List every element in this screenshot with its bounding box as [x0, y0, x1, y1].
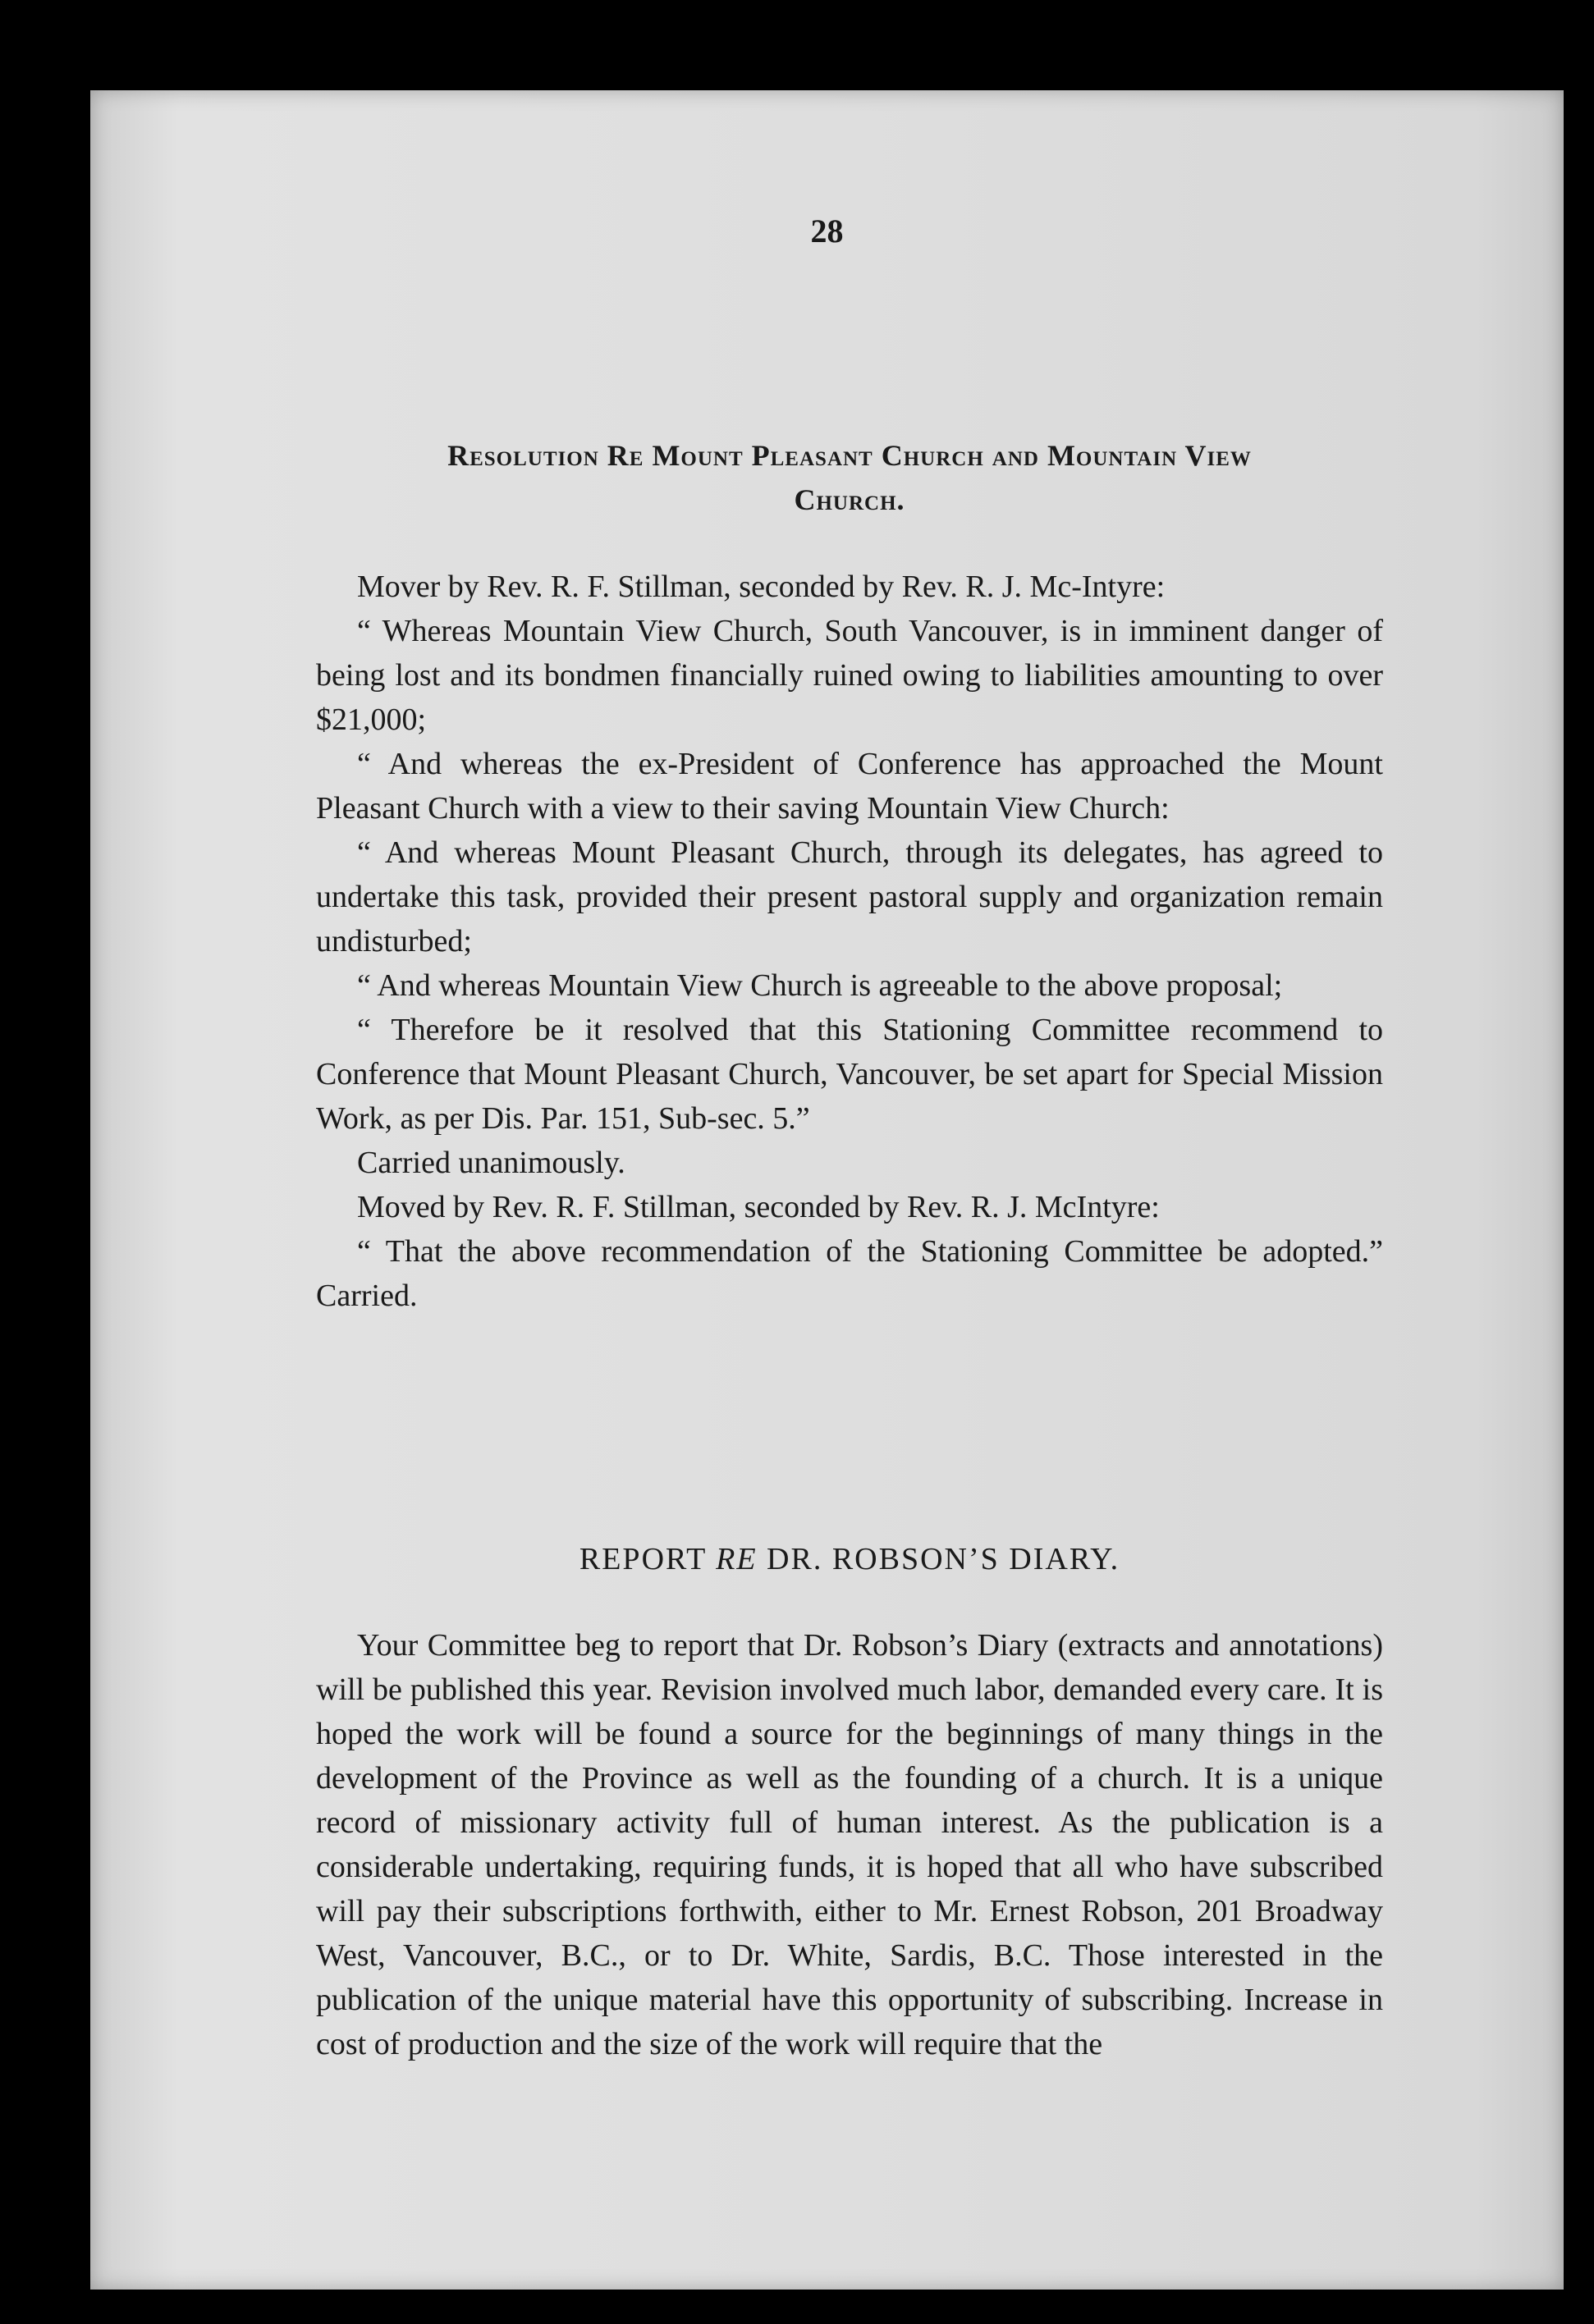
adoption-paragraph: “ That the above recommendation of the Stationing Committee be adopted.” Carried.	[316, 1234, 1383, 1313]
resolution-heading-line1: Resolution Re Mount Pleasant Church and Mountain View	[447, 439, 1252, 472]
whereas-paragraph-2: “ And whereas the ex-President of Conference has approached the Mount Pleasant Church with a view to their saving Mountain View Church:	[316, 747, 1383, 826]
resolution-body	[316, 565, 1383, 1318]
mover-paragraph: Mover by Rev. R. F. Stillman, seconded by Rev. R. J. Mc-Intyre:	[357, 570, 1166, 604]
document-page	[90, 90, 1564, 2290]
moved-paragraph: Moved by Rev. R. F. Stillman, seconded by Rev. R. J. McIntyre:	[357, 1190, 1160, 1224]
report-heading-italic: RE	[716, 1542, 758, 1576]
report-heading-pre: REPORT	[579, 1542, 717, 1576]
whereas-paragraph-4: “ And whereas Mountain View Church is agreeable to the above proposal;	[357, 968, 1283, 1003]
therefore-paragraph: “ Therefore be it resolved that this Stationing Committee recommend to Conference that Mount Pleasant Church, Vancouver, be set apart for Special Mission Work, as per Dis. Par. 151, Sub-sec. 5.”	[316, 1013, 1383, 1136]
report-heading	[316, 1541, 1383, 1577]
resolution-heading-line2: Church.	[794, 483, 905, 516]
whereas-paragraph-3: “ And whereas Mount Pleasant Church, through its delegates, has agreed to undertake this task, provided their present pastoral supply and organization remain undisturbed;	[316, 835, 1383, 958]
report-body	[316, 1623, 1383, 2066]
report-heading-post: DR. ROBSON’S DIARY.	[757, 1542, 1120, 1576]
resolution-heading	[316, 433, 1383, 522]
carried-paragraph: Carried unanimously.	[357, 1146, 625, 1180]
page-number: 28	[810, 213, 844, 249]
whereas-paragraph-1: “ Whereas Mountain View Church, South Vancouver, is in imminent danger of being lost and its bondmen financially ruined owing to liabilities amounting to over $21,000;	[316, 614, 1383, 737]
report-paragraph: Your Committee beg to report that Dr. Robson’s Diary (extracts and annotations) will be published this year. Revision involved much labor, demanded every care. It is hoped the work will be found a source for the beginnings of many things in the development of the Province as well as the founding of a church. It is a unique record of missionary activity full of human interest. As the publication is a considerable undertaking, requiring funds, it is hoped that all who have subscribed will pay their subscriptions forthwith, either to Mr. Ernest Robson, 201 Broadway West, Vancouver, B.C., or to Dr. White, Sardis, B.C. Those interested in the publication of the unique material have this opportunity of subscribing. Increase in cost of production and the size of the work will require that the	[316, 1628, 1383, 2061]
